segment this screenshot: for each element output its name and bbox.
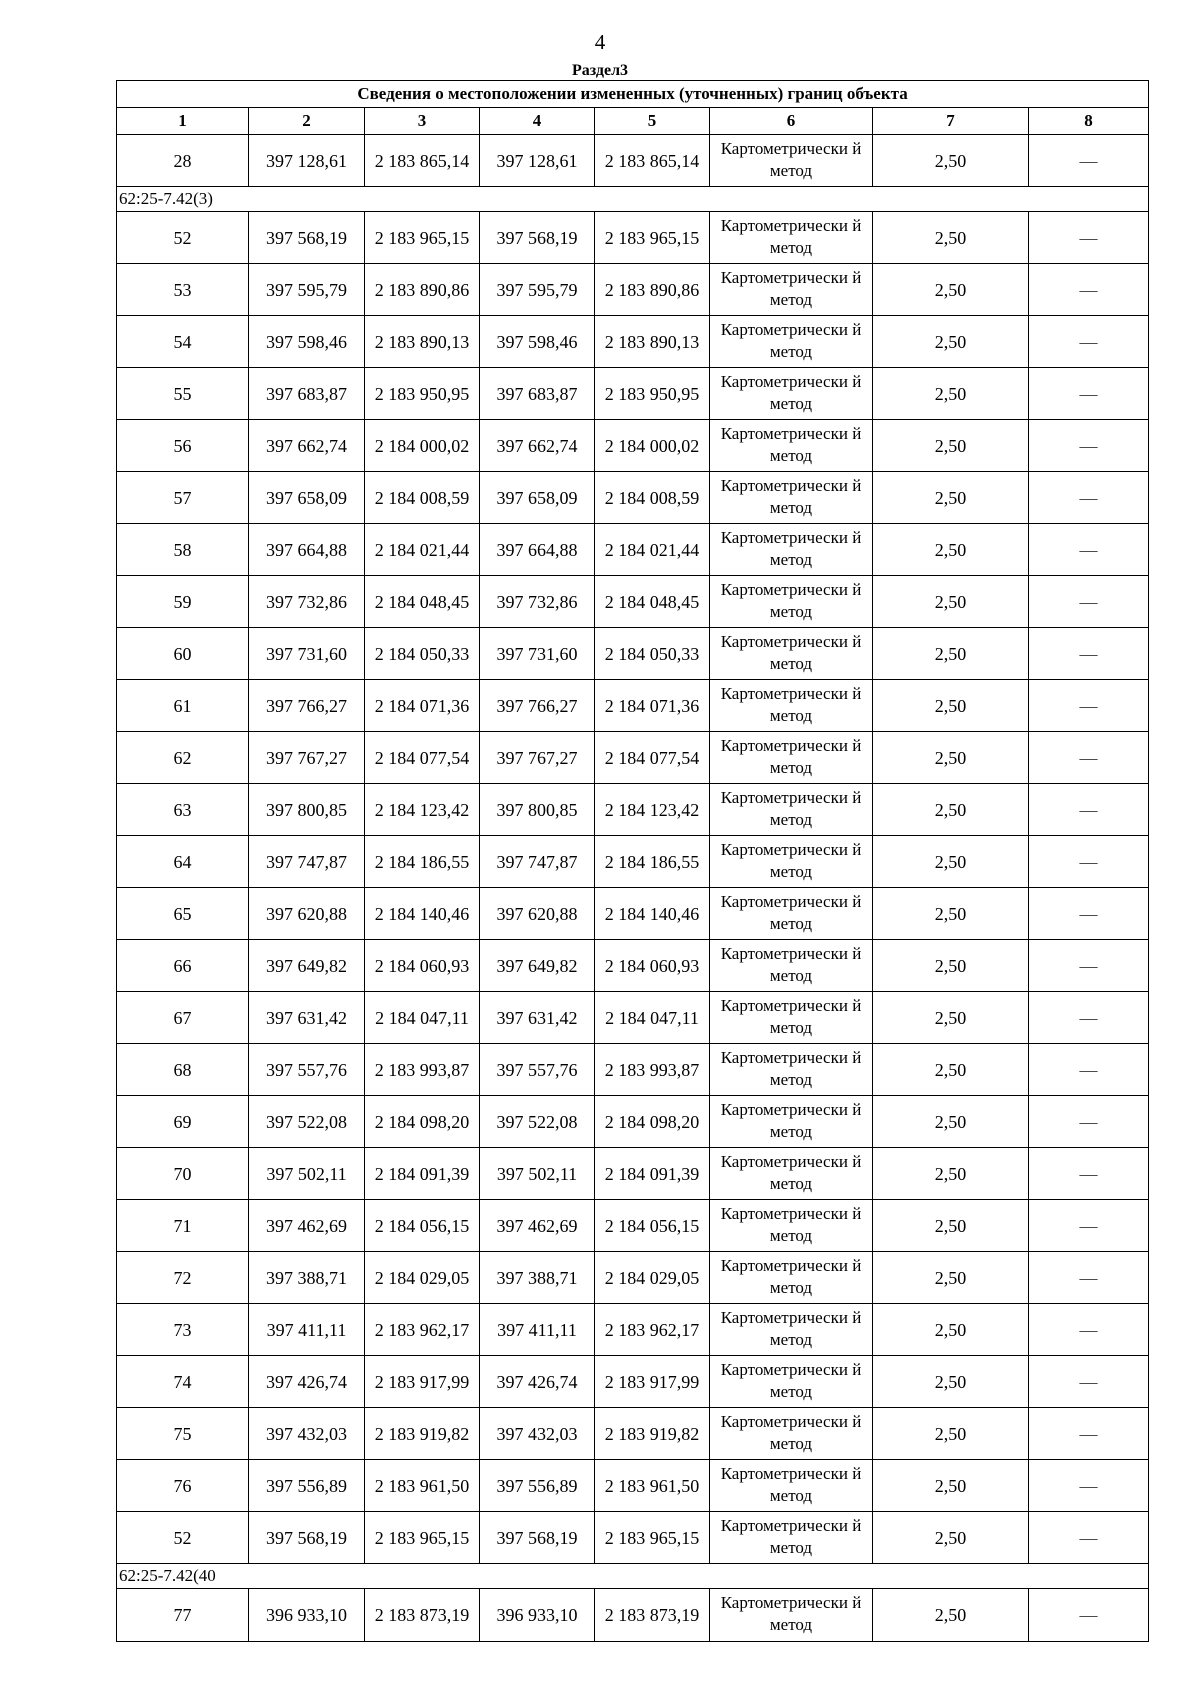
accuracy-cell: 2,50 [873,1356,1029,1408]
x-new-cell: 397 426,74 [480,1356,595,1408]
x-new-cell: 397 128,61 [480,135,595,187]
y-old-cell: 2 184 071,36 [365,680,480,732]
column-number: 8 [1029,108,1149,135]
method-cell: Картометрически й метод [710,1408,873,1460]
table-row [117,576,1149,628]
point-number-cell: 65 [117,888,249,940]
y-old-cell: 2 184 029,05 [365,1252,480,1304]
accuracy-cell: 2,50 [873,680,1029,732]
table-row [117,316,1149,368]
y-old-cell: 2 184 077,54 [365,732,480,784]
table-row [117,1044,1149,1096]
method-cell: Картометрически й метод [710,1200,873,1252]
point-number-cell: 56 [117,420,249,472]
x-old-cell: 397 664,88 [249,524,365,576]
column-number: 4 [480,108,595,135]
x-new-cell: 397 556,89 [480,1460,595,1512]
y-old-cell: 2 184 021,44 [365,524,480,576]
accuracy-cell: 2,50 [873,135,1029,187]
point-number-cell: 66 [117,940,249,992]
description-cell: — [1029,992,1149,1044]
y-old-cell: 2 183 919,82 [365,1408,480,1460]
accuracy-cell: 2,50 [873,1044,1029,1096]
y-new-cell: 2 184 098,20 [595,1096,710,1148]
x-old-cell: 397 683,87 [249,368,365,420]
y-new-cell: 2 184 029,05 [595,1252,710,1304]
x-old-cell: 397 502,11 [249,1148,365,1200]
table-body [117,135,1149,1642]
point-number-cell: 64 [117,836,249,888]
y-new-cell: 2 183 965,15 [595,212,710,264]
method-cell: Картометрически й метод [710,992,873,1044]
x-new-cell: 397 568,19 [480,1512,595,1564]
accuracy-cell: 2,50 [873,368,1029,420]
accuracy-cell: 2,50 [873,420,1029,472]
method-cell: Картометрически й метод [710,1589,873,1642]
x-new-cell: 397 411,11 [480,1304,595,1356]
x-new-cell: 397 732,86 [480,576,595,628]
x-new-cell: 397 747,87 [480,836,595,888]
y-new-cell: 2 184 050,33 [595,628,710,680]
y-old-cell: 2 184 060,93 [365,940,480,992]
description-cell: — [1029,836,1149,888]
x-new-cell: 397 664,88 [480,524,595,576]
method-cell: Картометрически й метод [710,368,873,420]
accuracy-cell: 2,50 [873,1304,1029,1356]
point-number-cell: 73 [117,1304,249,1356]
point-number-cell: 71 [117,1200,249,1252]
x-old-cell: 397 649,82 [249,940,365,992]
y-new-cell: 2 184 021,44 [595,524,710,576]
x-old-cell: 397 568,19 [249,212,365,264]
table-row [117,628,1149,680]
y-old-cell: 2 183 965,15 [365,212,480,264]
x-old-cell: 397 662,74 [249,420,365,472]
table-row [117,135,1149,187]
table-row [117,836,1149,888]
accuracy-cell: 2,50 [873,1512,1029,1564]
description-cell: — [1029,1200,1149,1252]
y-new-cell: 2 184 071,36 [595,680,710,732]
column-number: 3 [365,108,480,135]
y-old-cell: 2 184 140,46 [365,888,480,940]
y-new-cell: 2 183 961,50 [595,1460,710,1512]
table-row [117,264,1149,316]
x-old-cell: 397 595,79 [249,264,365,316]
y-new-cell: 2 184 140,46 [595,888,710,940]
y-old-cell: 2 184 186,55 [365,836,480,888]
point-number-cell: 57 [117,472,249,524]
table-row [117,472,1149,524]
x-new-cell: 397 683,87 [480,368,595,420]
accuracy-cell: 2,50 [873,1200,1029,1252]
y-new-cell: 2 183 917,99 [595,1356,710,1408]
x-old-cell: 397 767,27 [249,732,365,784]
x-old-cell: 397 658,09 [249,472,365,524]
accuracy-cell: 2,50 [873,1148,1029,1200]
description-cell: — [1029,264,1149,316]
accuracy-cell: 2,50 [873,1408,1029,1460]
x-new-cell: 397 649,82 [480,940,595,992]
column-number-row [117,108,1149,135]
y-old-cell: 2 183 890,86 [365,264,480,316]
point-number-cell: 74 [117,1356,249,1408]
y-new-cell: 2 183 890,13 [595,316,710,368]
table-row [117,1096,1149,1148]
parcel-group-row [117,187,1149,212]
y-old-cell: 2 183 961,50 [365,1460,480,1512]
method-cell: Картометрически й метод [710,888,873,940]
y-old-cell: 2 183 962,17 [365,1304,480,1356]
x-old-cell: 397 631,42 [249,992,365,1044]
accuracy-cell: 2,50 [873,264,1029,316]
x-new-cell: 397 432,03 [480,1408,595,1460]
method-cell: Картометрически й метод [710,1356,873,1408]
x-new-cell: 397 631,42 [480,992,595,1044]
accuracy-cell: 2,50 [873,316,1029,368]
y-new-cell: 2 184 056,15 [595,1200,710,1252]
description-cell: — [1029,1512,1149,1564]
table-row [117,940,1149,992]
y-new-cell: 2 184 077,54 [595,732,710,784]
description-cell: — [1029,680,1149,732]
table-row [117,420,1149,472]
description-cell: — [1029,732,1149,784]
column-number: 5 [595,108,710,135]
y-old-cell: 2 184 123,42 [365,784,480,836]
description-cell: — [1029,316,1149,368]
x-old-cell: 397 800,85 [249,784,365,836]
point-number-cell: 60 [117,628,249,680]
method-cell: Картометрически й метод [710,1044,873,1096]
y-old-cell: 2 183 917,99 [365,1356,480,1408]
accuracy-cell: 2,50 [873,1589,1029,1642]
y-old-cell: 2 183 873,19 [365,1589,480,1642]
point-number-cell: 59 [117,576,249,628]
table-row [117,680,1149,732]
table-row [117,524,1149,576]
description-cell: — [1029,420,1149,472]
method-cell: Картометрически й метод [710,836,873,888]
table-row [117,1304,1149,1356]
table-row [117,1512,1149,1564]
point-number-cell: 63 [117,784,249,836]
description-cell: — [1029,1589,1149,1642]
y-old-cell: 2 184 000,02 [365,420,480,472]
y-new-cell: 2 183 865,14 [595,135,710,187]
table-title-row [117,81,1149,108]
y-new-cell: 2 184 008,59 [595,472,710,524]
description-cell: — [1029,1408,1149,1460]
x-old-cell: 397 766,27 [249,680,365,732]
description-cell: — [1029,1356,1149,1408]
column-number: 6 [710,108,873,135]
parcel-group-label: 62:25-7.42(40 [117,1564,1149,1589]
accuracy-cell: 2,50 [873,784,1029,836]
point-number-cell: 28 [117,135,249,187]
description-cell: — [1029,940,1149,992]
accuracy-cell: 2,50 [873,524,1029,576]
y-old-cell: 2 183 890,13 [365,316,480,368]
y-new-cell: 2 184 123,42 [595,784,710,836]
table-row [117,212,1149,264]
method-cell: Картометрически й метод [710,784,873,836]
point-number-cell: 53 [117,264,249,316]
y-new-cell: 2 184 000,02 [595,420,710,472]
method-cell: Картометрически й метод [710,1148,873,1200]
y-old-cell: 2 183 950,95 [365,368,480,420]
method-cell: Картометрически й метод [710,472,873,524]
y-new-cell: 2 183 965,15 [595,1512,710,1564]
description-cell: — [1029,1148,1149,1200]
y-new-cell: 2 184 047,11 [595,992,710,1044]
page-number: 4 [594,30,606,54]
table-row [117,1252,1149,1304]
method-cell: Картометрически й метод [710,524,873,576]
x-new-cell: 397 502,11 [480,1148,595,1200]
description-cell: — [1029,1460,1149,1512]
table-row [117,1200,1149,1252]
method-cell: Картометрически й метод [710,1512,873,1564]
y-new-cell: 2 183 919,82 [595,1408,710,1460]
x-old-cell: 397 128,61 [249,135,365,187]
x-new-cell: 397 388,71 [480,1252,595,1304]
table-row [117,1408,1149,1460]
table-row [117,732,1149,784]
x-new-cell: 397 522,08 [480,1096,595,1148]
column-number: 2 [249,108,365,135]
point-number-cell: 58 [117,524,249,576]
x-new-cell: 397 767,27 [480,732,595,784]
method-cell: Картометрически й метод [710,732,873,784]
x-new-cell: 397 766,27 [480,680,595,732]
point-number-cell: 52 [117,1512,249,1564]
accuracy-cell: 2,50 [873,732,1029,784]
description-cell: — [1029,1096,1149,1148]
y-old-cell: 2 184 050,33 [365,628,480,680]
description-cell: — [1029,212,1149,264]
accuracy-cell: 2,50 [873,1460,1029,1512]
accuracy-cell: 2,50 [873,576,1029,628]
method-cell: Картометрически й метод [710,135,873,187]
x-old-cell: 397 462,69 [249,1200,365,1252]
table-row [117,1356,1149,1408]
accuracy-cell: 2,50 [873,836,1029,888]
y-old-cell: 2 183 965,15 [365,1512,480,1564]
description-cell: — [1029,576,1149,628]
y-old-cell: 2 184 008,59 [365,472,480,524]
point-number-cell: 68 [117,1044,249,1096]
description-cell: — [1029,1304,1149,1356]
y-new-cell: 2 184 060,93 [595,940,710,992]
point-number-cell: 77 [117,1589,249,1642]
description-cell: — [1029,135,1149,187]
description-cell: — [1029,1252,1149,1304]
point-number-cell: 61 [117,680,249,732]
x-old-cell: 397 426,74 [249,1356,365,1408]
table-row [117,992,1149,1044]
x-old-cell: 396 933,10 [249,1589,365,1642]
point-number-cell: 67 [117,992,249,1044]
x-new-cell: 397 662,74 [480,420,595,472]
accuracy-cell: 2,50 [873,940,1029,992]
x-old-cell: 397 747,87 [249,836,365,888]
point-number-cell: 72 [117,1252,249,1304]
y-old-cell: 2 183 865,14 [365,135,480,187]
table-row [117,368,1149,420]
y-new-cell: 2 183 950,95 [595,368,710,420]
y-old-cell: 2 184 091,39 [365,1148,480,1200]
x-old-cell: 397 568,19 [249,1512,365,1564]
parcel-group-label: 62:25-7.42(3) [117,187,1149,212]
column-number: 7 [873,108,1029,135]
accuracy-cell: 2,50 [873,1096,1029,1148]
x-old-cell: 397 522,08 [249,1096,365,1148]
point-number-cell: 54 [117,316,249,368]
description-cell: — [1029,524,1149,576]
description-cell: — [1029,368,1149,420]
description-cell: — [1029,888,1149,940]
point-number-cell: 70 [117,1148,249,1200]
x-new-cell: 397 598,46 [480,316,595,368]
y-old-cell: 2 184 098,20 [365,1096,480,1148]
parcel-group-row [117,1564,1149,1589]
x-new-cell: 397 595,79 [480,264,595,316]
section-label: Раздел3 [571,62,629,79]
x-new-cell: 397 620,88 [480,888,595,940]
x-new-cell: 397 557,76 [480,1044,595,1096]
accuracy-cell: 2,50 [873,212,1029,264]
accuracy-cell: 2,50 [873,888,1029,940]
method-cell: Картометрически й метод [710,940,873,992]
method-cell: Картометрически й метод [710,1252,873,1304]
accuracy-cell: 2,50 [873,992,1029,1044]
accuracy-cell: 2,50 [873,628,1029,680]
x-old-cell: 397 556,89 [249,1460,365,1512]
method-cell: Картометрически й метод [710,576,873,628]
description-cell: — [1029,784,1149,836]
accuracy-cell: 2,50 [873,472,1029,524]
x-old-cell: 397 388,71 [249,1252,365,1304]
y-old-cell: 2 184 047,11 [365,992,480,1044]
y-new-cell: 2 184 091,39 [595,1148,710,1200]
method-cell: Картометрически й метод [710,420,873,472]
table-row [117,888,1149,940]
description-cell: — [1029,628,1149,680]
x-new-cell: 397 800,85 [480,784,595,836]
method-cell: Картометрически й метод [710,1304,873,1356]
method-cell: Картометрически й метод [710,1460,873,1512]
point-number-cell: 75 [117,1408,249,1460]
x-old-cell: 397 411,11 [249,1304,365,1356]
table-row [117,784,1149,836]
table-row [117,1460,1149,1512]
y-old-cell: 2 184 048,45 [365,576,480,628]
point-number-cell: 76 [117,1460,249,1512]
y-old-cell: 2 184 056,15 [365,1200,480,1252]
method-cell: Картометрически й метод [710,264,873,316]
y-new-cell: 2 183 993,87 [595,1044,710,1096]
x-new-cell: 396 933,10 [480,1589,595,1642]
point-number-cell: 55 [117,368,249,420]
column-number: 1 [117,108,249,135]
method-cell: Картометрически й метод [710,1096,873,1148]
method-cell: Картометрически й метод [710,212,873,264]
point-number-cell: 69 [117,1096,249,1148]
accuracy-cell: 2,50 [873,1252,1029,1304]
y-new-cell: 2 183 873,19 [595,1589,710,1642]
table-row [117,1589,1149,1642]
x-new-cell: 397 658,09 [480,472,595,524]
x-old-cell: 397 620,88 [249,888,365,940]
y-old-cell: 2 183 993,87 [365,1044,480,1096]
x-old-cell: 397 557,76 [249,1044,365,1096]
y-new-cell: 2 183 890,86 [595,264,710,316]
method-cell: Картометрически й метод [710,628,873,680]
y-new-cell: 2 183 962,17 [595,1304,710,1356]
y-new-cell: 2 184 186,55 [595,836,710,888]
x-old-cell: 397 598,46 [249,316,365,368]
point-number-cell: 62 [117,732,249,784]
x-old-cell: 397 432,03 [249,1408,365,1460]
boundary-coordinates-table [116,80,1149,1642]
x-new-cell: 397 731,60 [480,628,595,680]
description-cell: — [1029,472,1149,524]
method-cell: Картометрически й метод [710,316,873,368]
table-title: Сведения о местоположении измененных (уточненных) границ объекта [117,81,1149,108]
x-new-cell: 397 568,19 [480,212,595,264]
description-cell: — [1029,1044,1149,1096]
point-number-cell: 52 [117,212,249,264]
x-old-cell: 397 732,86 [249,576,365,628]
y-new-cell: 2 184 048,45 [595,576,710,628]
x-old-cell: 397 731,60 [249,628,365,680]
x-new-cell: 397 462,69 [480,1200,595,1252]
table-row [117,1148,1149,1200]
method-cell: Картометрически й метод [710,680,873,732]
